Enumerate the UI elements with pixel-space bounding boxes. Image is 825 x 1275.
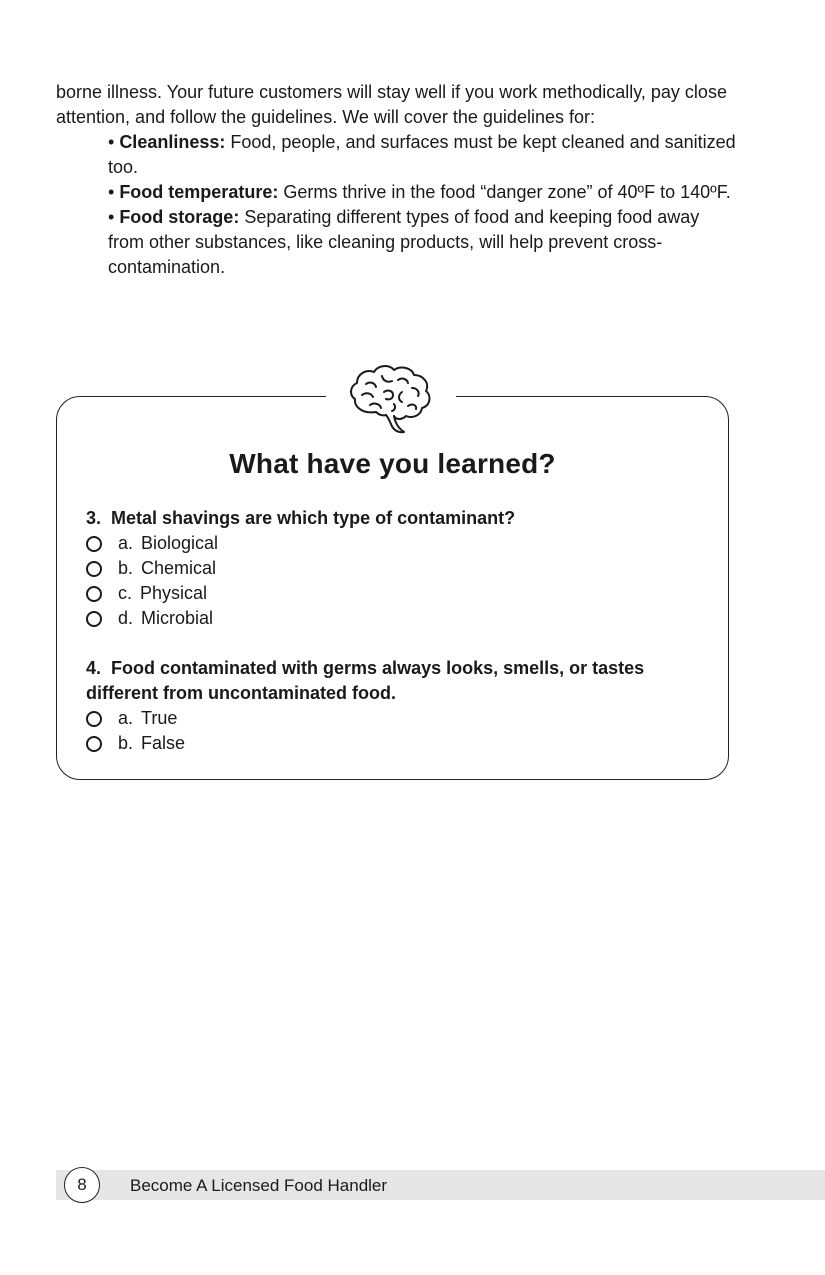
option-label: Microbial: [141, 608, 214, 628]
bullet-text: Separating different types of food and keeping food away from other substances, like cleaning products, will help prevent cross-contamination.: [108, 207, 700, 277]
bullet-term: Food temperature:: [119, 182, 279, 202]
quiz-title: What have you learned?: [229, 448, 556, 479]
guidelines-list: [108, 130, 736, 280]
intro-paragraph: borne illness. Your future customers will stay well if you work methodically, pay close attention, and follow the guidelines. We will cover the guidelines for:: [56, 82, 727, 127]
option-letter: a.: [118, 533, 134, 553]
question-number: 4.: [86, 658, 102, 678]
option-3a[interactable]: [86, 531, 218, 556]
bullet-text: Food, people, and surfaces must be kept cleaned and sanitized too.: [108, 132, 736, 177]
option-4a[interactable]: [86, 706, 185, 731]
bullet-text: Germs thrive in the food “danger zone” of 40ºF to 140ºF.: [278, 182, 731, 202]
list-item: • Food storage: Separating different types of food and keeping food away from other substances, like cleaning products, will help prevent cross-contamination.: [108, 207, 700, 277]
option-label: Biological: [141, 533, 219, 553]
bullet-term: Food storage:: [119, 207, 240, 227]
footer-book-title: Become A Licensed Food Handler: [130, 1176, 388, 1195]
radio-icon[interactable]: [86, 711, 102, 727]
option-3b[interactable]: [86, 556, 218, 581]
option-label: Physical: [140, 583, 208, 603]
option-label: False: [141, 733, 186, 753]
page-number: 8: [64, 1167, 100, 1203]
question-number: 3.: [86, 508, 102, 528]
option-letter: a.: [118, 708, 134, 728]
option-letter: b.: [118, 733, 134, 753]
option-3c[interactable]: [86, 581, 218, 606]
radio-icon[interactable]: [86, 586, 102, 602]
question-3: [86, 506, 706, 531]
list-item: • Cleanliness: Food, people, and surfaces must be kept cleaned and sanitized too.: [108, 132, 736, 177]
question-4-options: [86, 706, 185, 756]
question-text: Metal shavings are which type of contaminant?: [111, 508, 516, 528]
bullet-term: Cleanliness:: [119, 132, 226, 152]
option-label: Chemical: [141, 558, 217, 578]
option-letter: c.: [118, 583, 133, 603]
radio-icon[interactable]: [86, 561, 102, 577]
radio-icon[interactable]: [86, 611, 102, 627]
question-3-options: [86, 531, 218, 631]
option-4b[interactable]: [86, 731, 185, 756]
radio-icon[interactable]: [86, 536, 102, 552]
option-letter: b.: [118, 558, 134, 578]
option-3d[interactable]: [86, 606, 218, 631]
option-letter: d.: [118, 608, 134, 628]
option-label: True: [141, 708, 178, 728]
list-item: • Food temperature: Germs thrive in the food “danger zone” of 40ºF to 140ºF.: [108, 182, 731, 202]
brain-icon: [346, 362, 436, 436]
question-text: Food contaminated with germs always looks, smells, or tastes different from uncontaminated food.: [86, 658, 645, 703]
radio-icon[interactable]: [86, 736, 102, 752]
question-4: [86, 656, 706, 706]
